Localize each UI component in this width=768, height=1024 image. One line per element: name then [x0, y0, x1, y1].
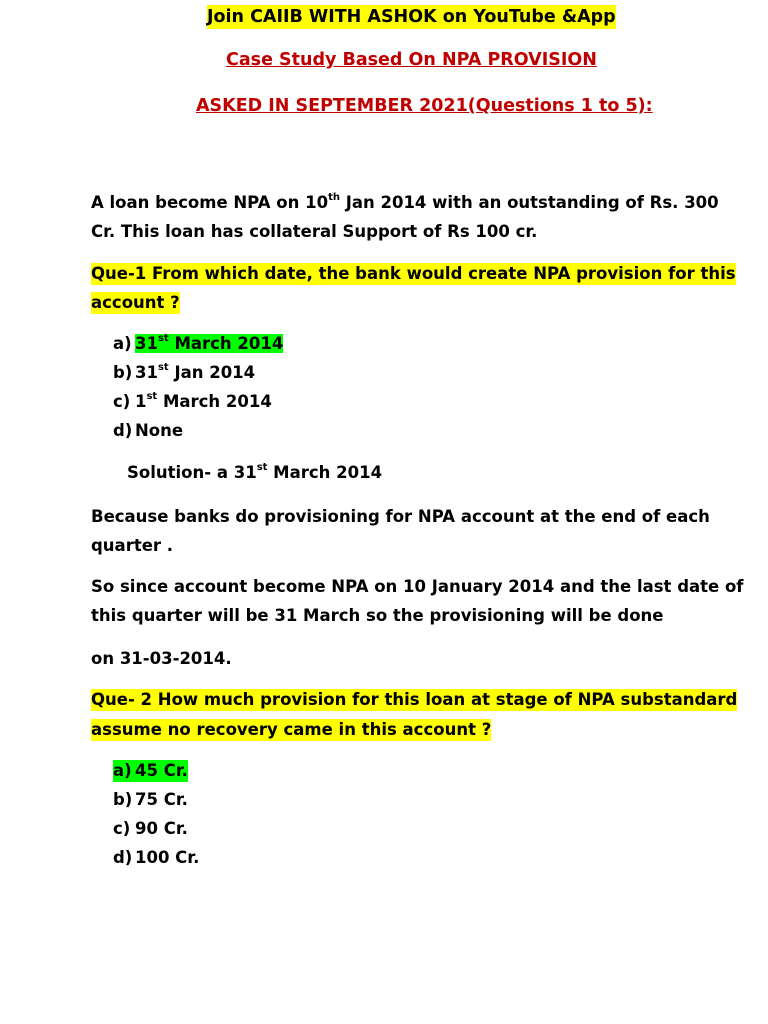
intro-line-1: A loan become NPA on 10th Jan 2014 with an outstanding of Rs. 300: [91, 192, 719, 212]
q2-option-d: d) 100 Cr.: [113, 848, 200, 867]
q1-option-a: a) 31st March 2014: [113, 333, 284, 353]
question-1-line-2: account ?: [91, 293, 180, 312]
question-2-line-2: assume no recovery came in this account ?: [91, 720, 492, 739]
explanation-2-line-2: this quarter will be 31 March so the provisioning will be done: [91, 606, 664, 625]
explanation-1-line-2: quarter .: [91, 536, 174, 555]
explanation-1-line-1: Because banks do provisioning for NPA account at the end of each: [91, 507, 710, 526]
q2-option-a: a) 45 Cr.: [113, 761, 188, 780]
case-study-title: Case Study Based On NPA PROVISION: [226, 50, 597, 70]
q1-correct-answer: 31st March 2014: [135, 333, 284, 353]
question-1-line-1: Que-1 From which date, the bank would create NPA provision for this: [91, 264, 736, 283]
channel-banner: Join CAIIB WITH ASHOK on YouTube &App: [207, 7, 616, 27]
q2-option-b: b) 75 Cr.: [113, 790, 188, 809]
q2-option-c: c) 90 Cr.: [113, 819, 188, 838]
question-2-line-1: Que- 2 How much provision for this loan at stage of NPA substandard: [91, 690, 738, 709]
intro-line-2: Cr. This loan has collateral Support of Rs 100 cr.: [91, 222, 538, 241]
q1-solution: Solution- a 31st March 2014: [127, 462, 383, 482]
q1-option-b: b) 31st Jan 2014: [113, 362, 256, 382]
exam-reference: ASKED IN SEPTEMBER 2021(Questions 1 to 5):: [196, 96, 653, 116]
q1-option-d: d) None: [113, 421, 184, 440]
explanation-2-line-1: So since account become NPA on 10 January 2014 and the last date of: [91, 577, 744, 596]
q1-option-c: c) 1st March 2014: [113, 391, 272, 411]
explanation-3: on 31-03-2014.: [91, 649, 232, 668]
